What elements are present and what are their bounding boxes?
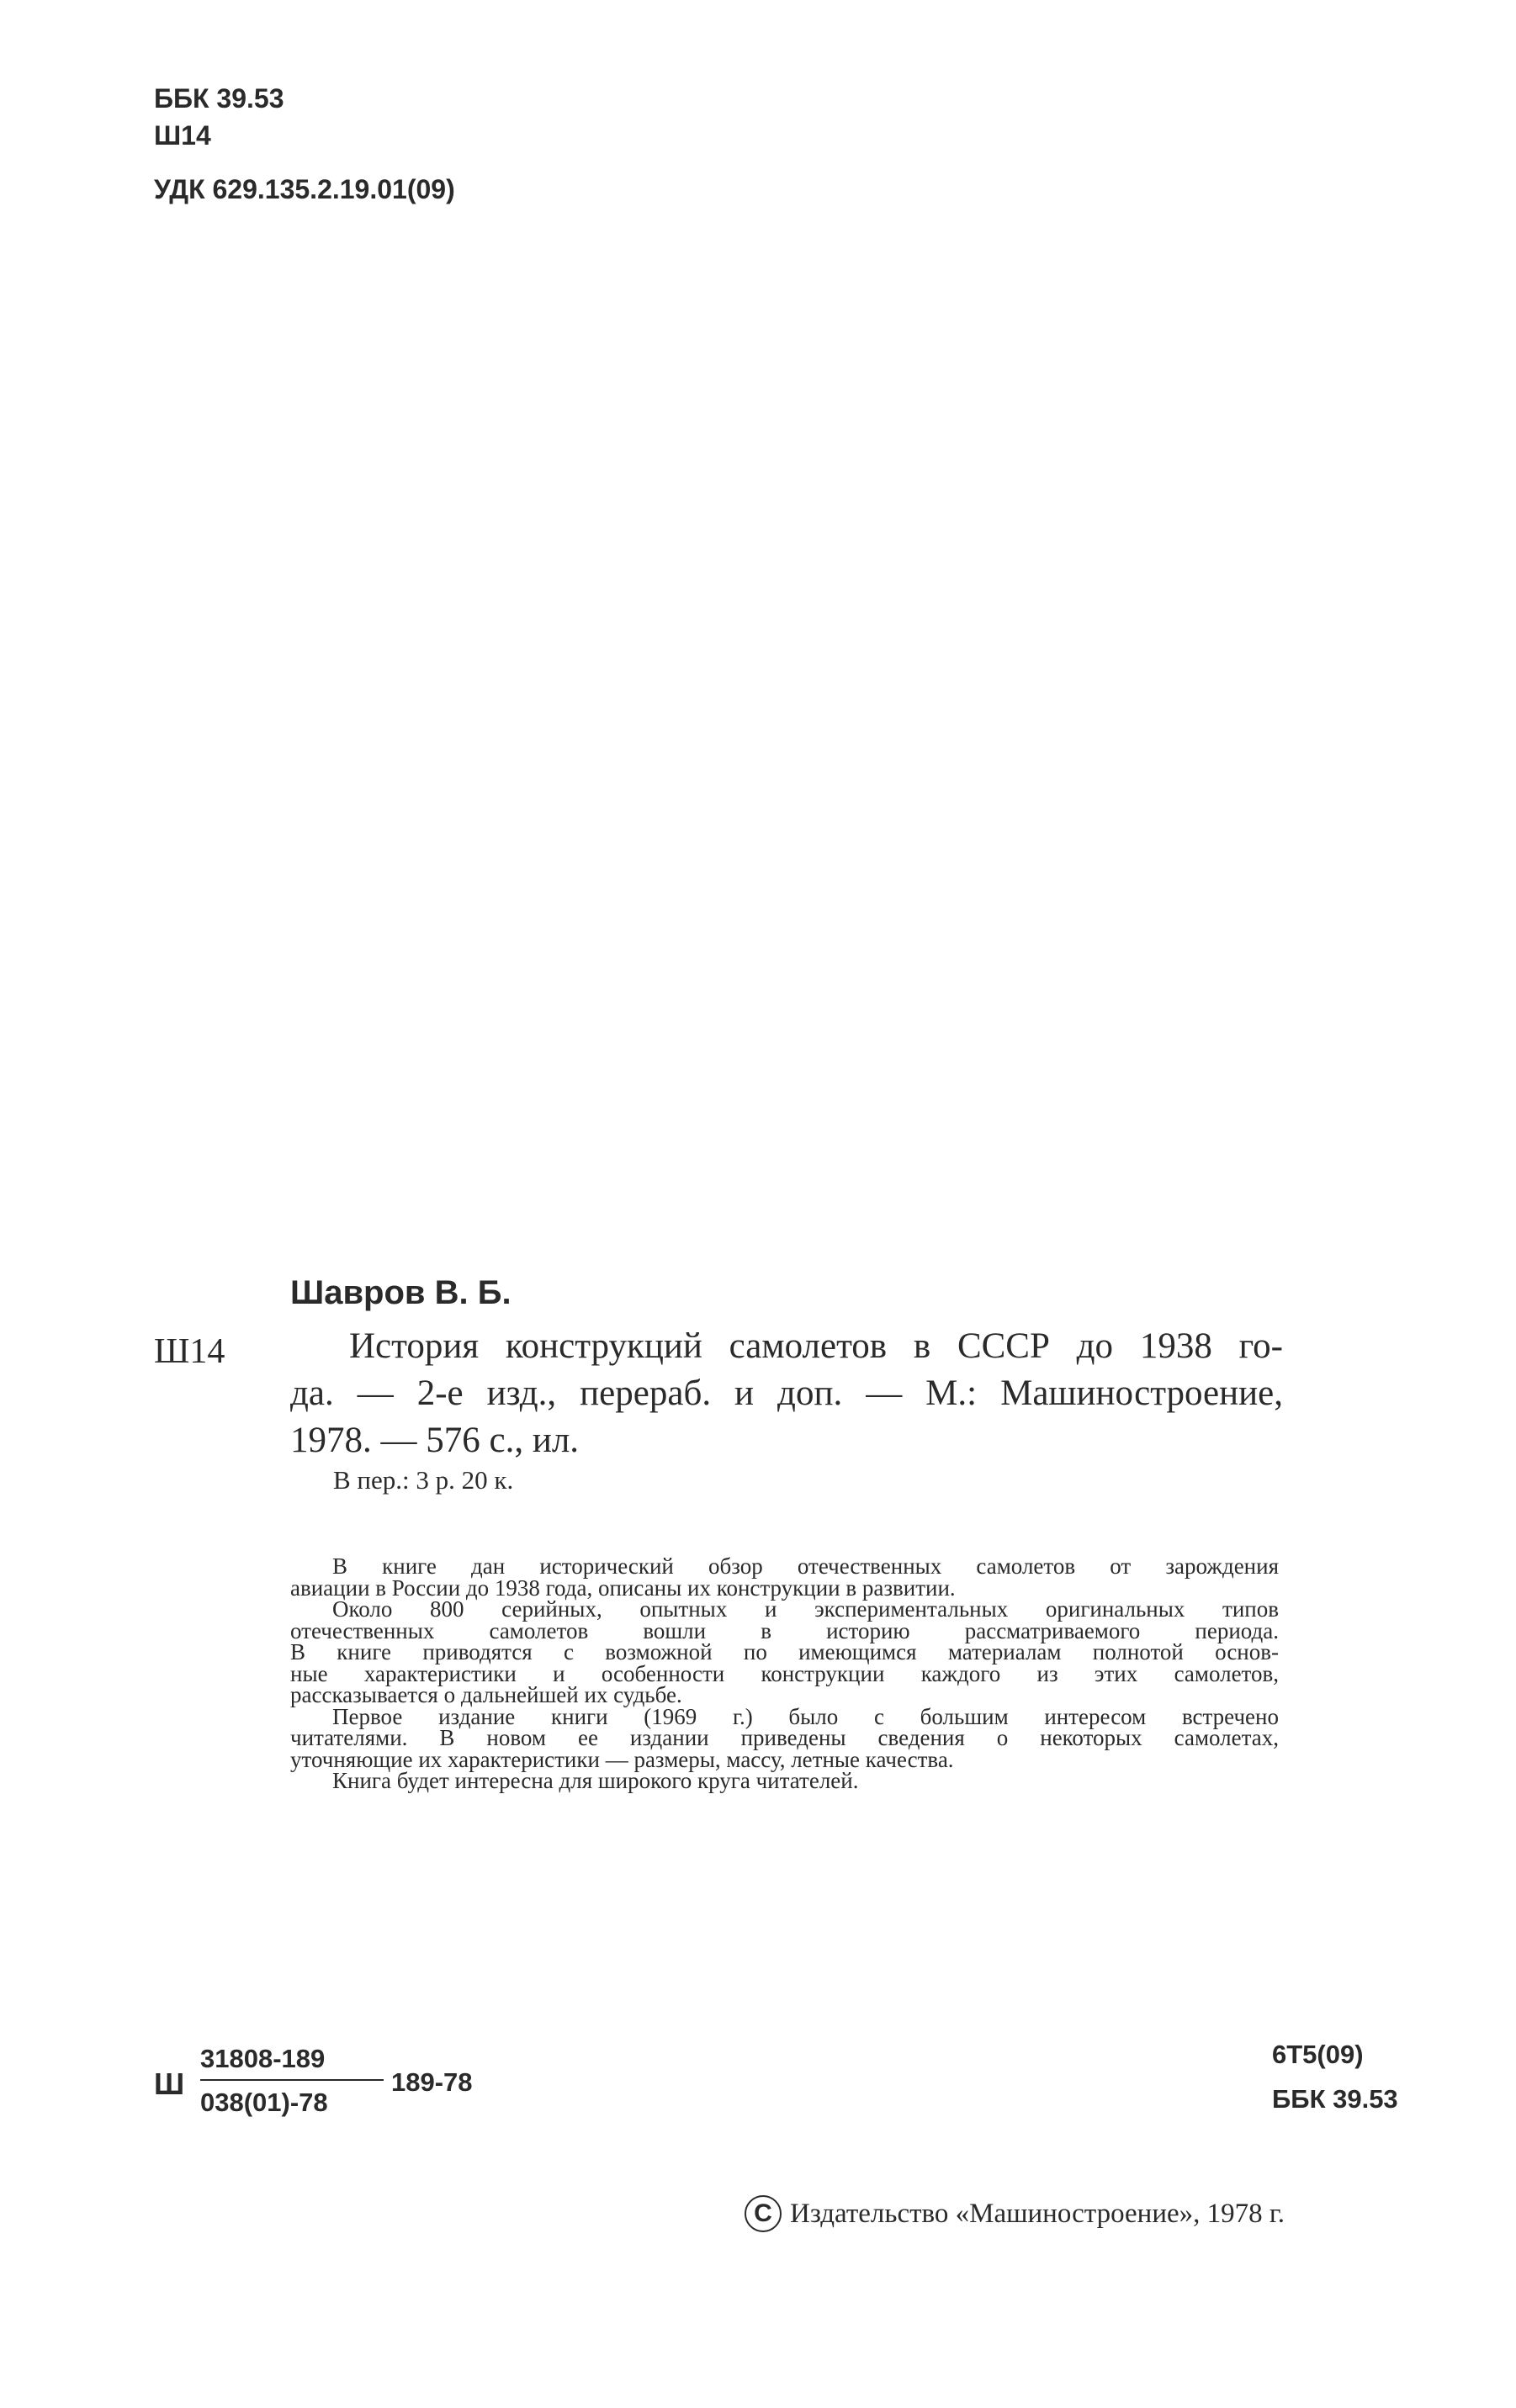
annotation-line: Книга будет интересна для широкого круга читателей. — [332, 1768, 859, 1793]
annotation-line: отечественных самолетов вошли в историю рассматриваемого периода. — [290, 1617, 1279, 1643]
bibliographic-description — [290, 1323, 1283, 1464]
udk-index: УДК 629.135.2.19.01(09) — [154, 174, 455, 204]
author-name: Шавров В. Б. — [290, 1274, 512, 1311]
copyright-text: Издательство «Машиностроение», 1978 г. — [790, 2198, 1285, 2229]
annotation-line: Около 800 серийных, опытных и экспериментальных оригинальных типов — [332, 1596, 1279, 1622]
catalog-code: Ш14 — [154, 1332, 225, 1371]
right-bbk-index: ББК 39.53 — [1272, 2084, 1398, 2114]
classification-suffix: 189-78 — [391, 2067, 473, 2097]
annotation-line: уточняющие их характеристики — размеры, массу, летные качества. — [290, 1746, 954, 1772]
price: В пер.: 3 р. 20 к. — [333, 1465, 514, 1495]
copyright-icon: C — [745, 2195, 782, 2232]
bib-line-2: да. — 2-е изд., перераб. и доп. — М.: Машиностроение, — [290, 1373, 1283, 1413]
fraction-numerator: 31808-189 — [200, 2044, 384, 2081]
annotation-line: читателями. В новом ее издании приведены сведения о некоторых самолетах, — [290, 1725, 1279, 1750]
annotation-line: ные характеристики и особенности конструкции каждого из этих самолетов, — [290, 1660, 1279, 1686]
copyright-line — [745, 2195, 1285, 2232]
annotation-line: авиации в России до 1938 года, описаны их конструкции в развитии. — [290, 1574, 956, 1601]
bib-line-1: История конструкций самолетов в СССР до 1938 го- — [349, 1326, 1283, 1366]
bbk-index-top: ББК 39.53 — [154, 83, 284, 114]
author-code-top: Ш14 — [154, 120, 211, 151]
right-class-code: 6Т5(09) — [1272, 2040, 1364, 2069]
fraction-denominator: 038(01)-78 — [200, 2088, 328, 2117]
annotation-line: В книге приводятся с возможной по имеющимся материалам полнотой основ- — [290, 1639, 1279, 1664]
annotation — [290, 1553, 1279, 1793]
bib-line-3: 1978. — 576 с., ил. — [290, 1421, 580, 1460]
annotation-line: рассказывается о дальнейшей их судьбе. — [290, 1682, 682, 1707]
classification-fraction — [200, 2044, 384, 2118]
annotation-line: В книге дан исторический обзор отечественных самолетов от зарождения — [332, 1553, 1279, 1579]
classification-letter: Ш — [154, 2067, 185, 2101]
annotation-line: Первое издание книги (1969 г.) было с большим интересом встречено — [332, 1703, 1279, 1729]
